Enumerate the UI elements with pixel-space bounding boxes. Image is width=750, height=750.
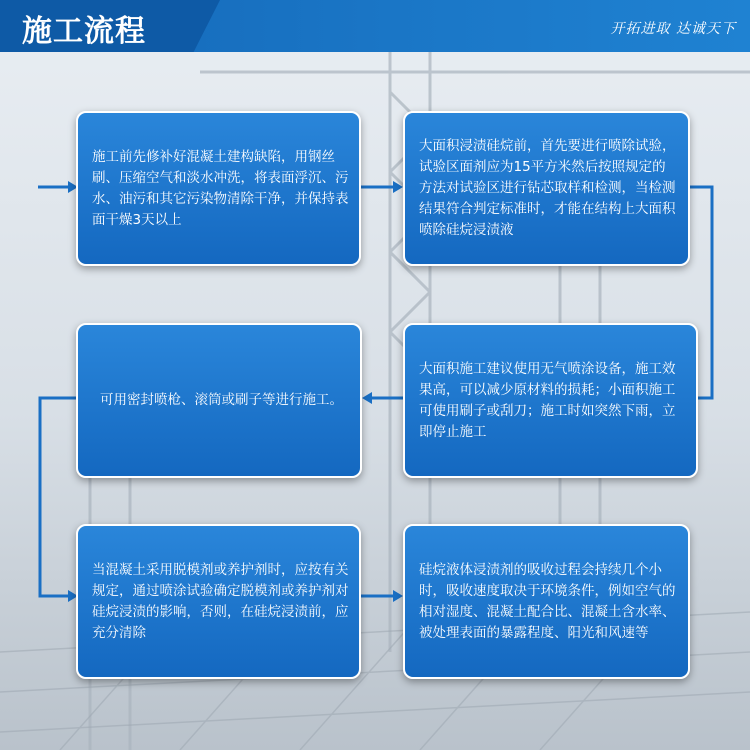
step-2-box bbox=[403, 111, 690, 266]
step-5-box bbox=[76, 524, 361, 679]
step-3-text: 大面积施工建议使用无气喷涂设备，施工效果高，可以减少原材料的损耗；小面积施工可使用刷子或刮刀；施工时如突然下雨，立即停止施工 bbox=[419, 360, 676, 440]
step-3-box bbox=[403, 323, 698, 478]
step-5-text: 当混凝土采用脱模剂或养护剂时，应按有关规定，通过喷涂试验确定脱模剂或养护剂对硅烷浸渍的影响，否则，在硅烷浸渍前，应充分清除 bbox=[92, 561, 349, 641]
step-6-text: 硅烷液体浸渍剂的吸收过程会持续几个小时，吸收速度取决于环境条件，例如空气的相对湿度、混凝土配合比、混凝土含水率、被处理表面的暴露程度、阳光和风速等 bbox=[419, 561, 676, 641]
step-1-text: 施工前先修补好混凝土建构缺陷，用钢丝刷、压缩空气和淡水冲洗，将表面浮沉、污水、油污和其它污染物清除干净，并保持表面干燥3天以上 bbox=[92, 148, 349, 228]
page-title: 施工流程 bbox=[22, 14, 146, 49]
slogan: 开拓进取 达诚天下 bbox=[610, 21, 736, 37]
step-2-text: 大面积浸渍硅烷前，首先要进行喷除试验，试验区面剂应为15平方米然后按照规定的方法对试验区进行钻芯取样和检测，当检测结果符合判定标准时，才能在结构上大面积喷除硅烷浸渍液 bbox=[419, 138, 676, 238]
step-6-box bbox=[403, 524, 690, 679]
header-bar bbox=[0, 0, 750, 52]
step-1-box bbox=[76, 111, 361, 266]
step-4-text: 可用密封喷枪、滚筒或刷子等进行施工。 bbox=[100, 392, 343, 408]
step-4-box bbox=[76, 323, 362, 478]
